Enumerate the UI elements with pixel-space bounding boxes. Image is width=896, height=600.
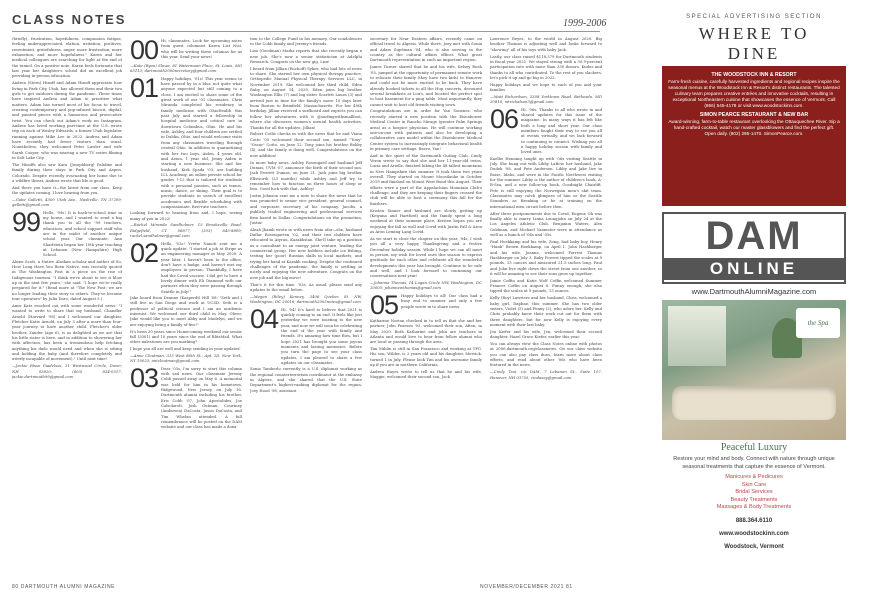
column-2	[130, 36, 242, 576]
column-3	[250, 36, 362, 576]
class-year-block	[130, 36, 242, 65]
paragraph: (briefly), frustration, hopefulness, compassion fatigue, feeling underappreciated, elation, irritation, positives, resentment, gratefulness, anger, more frustration, more exhaustion, and more hopefulness." Karen and her medical colleagues are searching for light at the end of the tunnel. On a positive note, Karen feels fortunate that last year her daughter's school did an excellent job providing in-person education.	[12, 36, 122, 79]
spa-services-list: Manicures & Pedicures Skin Care Bridal Services Beauty Treatments Massages & Body Treatments	[716, 474, 792, 510]
paragraph: Dear '03s, I'm sorry to start this column with sad news. Our classmate Jeremy Cobb passed away on May 6. A memorial was held for him in his hometown, Ridgewood, New Jersey, on July 16. Dartmouth alumni including his brother, Eric Cobb '07, John Apostolides, Joe Calsolaroli, Josh Gutman, Courtney (Anderson) DaCosta, Jason DaCosta, and Tim Whelan attended. A full remembrance will be posted on the DAM website and our class has made a dona-	[161, 365, 242, 430]
paragraph: Lisa (Goodman) Marks reports that she recently began a new job. She's now a senior statistician at Adelphi Research. Congrats on the new gig, Lisa!	[250, 48, 362, 64]
class-year-block	[490, 103, 602, 155]
class-year-number: 01	[130, 72, 159, 103]
paragraph: Andrea (Stern) Hinoff and Adam Hinoff appreciate how living in Park City, Utah, has allowed them and their two girls to get outdoors during the pandemic. These times have inspired Andrea and Adam to prioritize what matters. Adam has turned most of his focus to travel, creating contemporary and pop-infused biscuit, digital, and painted pieces with a humorous and provocative twist. You can check out Adam's work on Instagram. Andrea has loved working part-time at the U.S. wrote trip on each of Wesley Edwards, a former Utah legislator running against Mike Lee in 2022. Andrea and Adam have recently had fewer visitors than usual. Nonetheless, they welcomed Peter Lawler and wife Sarah Cooper, who was nearing a new TV series filming in Salt Lake City.	[12, 80, 122, 161]
ad-title-line: WHERE TO	[698, 24, 810, 43]
column-4	[370, 36, 482, 576]
class-year-block	[130, 237, 242, 294]
signature: —Cindy Tsai, c/o DAM, 7 Lebanon St., Suite 107, Hanover, NH 03755; cindasay@gmail.com	[490, 369, 602, 380]
paragraph: That's it for this time. '03s. As usual, please send any updates to the email below.	[250, 281, 362, 292]
spa-window-shape	[668, 306, 726, 366]
paragraph: Kelly (Roy) Lawriere and her husband, Chris, welcomed a baby girl, Daphne, this summer. She has two older sisters, Violet (5) and Penny (2), who adore her. Kelly and Chris probably knew their work cut out for them with three daughters, but for now Kelly is enjoying every moment with their last baby.	[490, 295, 602, 328]
signature: —Megan (Riley) Kenney, 3406 Quebec St. NW, Washington, DC 20016; dartmouth2003notes@gmail.com	[250, 293, 362, 305]
paragraph: As we start to close the chapter on this year, '04s, I wish you all a very happy Thanksgiving and a festive December holiday season. While I hope we can all meet in person, my wish for loved ones this season to express gratitude for each other and celebrate all the wonderful developments this year has brought. Continue to be safe and well, and I look forward to continuing our conversations next year!	[370, 235, 482, 279]
class-years: 1999-2006	[563, 18, 607, 29]
paragraph: Kaelhe Henning taught up with '06s visiting Seattle in July. She hung out with Libby LaBow, her husband, Jake Dudek '08, and Pete Anderson. Libby and Jake live in Boise, Idaho, and were in the Pacific Northwest visiting for the summer. Libby is the author of children's book, A-B-Sea, and a new follow-up book, Goodnight Chairlift. Pete is still enjoying the Norwegian men's skit team. Classmates may catch glimpses of him or the Seattle Sounders as Breaking or be at training on the international men circuit before then.	[490, 155, 602, 209]
restaurant-ad-box	[662, 66, 846, 206]
paragraph: secretary for Near Eastern affairs, recently came on official travel to Algeria. While there, Joey met with Sonia and Adam Sigelman '04, who is also serving in the country as the cultural affairs officer. What great Dartmouth representation in such an important region.	[370, 36, 482, 63]
paragraph: In more baby news, Ashley Rosengard and husband Jeff Dumas, UVM '07, announce the birth of their second son, Jack Everett Dumas, on June 21. Jack joins big brother Ellsworth (23 months) while Ashley and Jeff try to remember how to function on three hours of sleep or less. Good luck with that, Ashley!	[250, 159, 362, 192]
class-year-number: 03	[130, 362, 159, 393]
signature: —Matt Richardson, 5308 Yorktown Road, Bethesda, MD 20816; mtrichalson3@gmail.com	[490, 93, 602, 105]
paragraph: Happy holidays, '01s! This year seems to have passed by in a blur, not quite what anyone expected but still coming to a close. I am excited to share some of the great work of our '01 classmates. Chris Miranda completed his residency in family medicine with OhioHealth this past July and started a fellowship in hospital medicine and critical care in downtown Columbus, Ohio. He and his wife, Ashley, and four children are settled in Dublin, Ohio, and would welcome visits from any classmates traveling through central Ohio. In addition to quarantining with her two boys, Aiden, 4 years old, and Aston, 1 year old, Jenny Aiden is starting a new business. She and her husband, Kirk Spada '03, are building ICL Academy, an online private school for grades 7-12 that is tailored for students with a personal passion, such as tennis, music, dance, or skiing. Their goal is to provide students in search of excellent academics and flexible scheduling with compassionate, first-rate teachers.	[161, 75, 242, 209]
ad-text: Award-winning, farm-to-table restaurant overlooking the Ottauquechee River. Sip a hand-crafted cocktail, watch our master glassblowers and find the perfect gift. Open daily. (802) 295-1470. SimonPearce.com.	[668, 119, 840, 136]
class-year-number: 06	[490, 103, 519, 134]
ad-heading: THE WOODSTOCK INN & RESORT	[711, 72, 797, 78]
class-year-number: 04	[250, 303, 279, 334]
spa-phone: 888.364.6110	[735, 517, 773, 524]
paragraph: Andrea Hayes wrote to tell us that he and his wife, Maggie, welcomed their second son, Jack	[370, 368, 482, 380]
spa-ad-text: Restore your mind and body. Connect with nature through unique seasonal treatments that capture the essence of Vermont.	[673, 456, 835, 470]
paragraph: Jen Kiefer and his wife, Jen, welcomed their second daughter, Hazel Grace Kiefer, earlier this year.	[490, 328, 602, 340]
paragraph: Katharine Norton checked in to tell us that she and her partner, John Pearson '03, welcomed their son, Afton, in May 2020. Both Katharine and John are teachers in Atlanta and would love to hear from fellow alumni who are local or passing through the area.	[370, 317, 482, 345]
class-year-block	[130, 362, 242, 430]
column-1	[12, 36, 122, 576]
paragraph: I heard from Jillian (Rochoff) Sykes, who had lots of news to share. She started her own physical therapy practice, Orthopedic Manual Physical Therapy Services LLC, in November 2019. She welcomed her third child, Eden Ruby, on August 14, 2020. Eden joins big brother Washington Ellis (7) and big sister Scarlett Laura (3) and arrived just in time for the family's move 10 days later from Boston to Brimfield, Massachusetts. For her 40th birthday, Jillian received a surfboard and expects you can follow her adventures with it @surfingwithsmallfoot, where she discusses women's mental health activities. Thanks for all the updates, Jillian!	[250, 65, 362, 130]
spa-tub-shape	[672, 386, 836, 420]
paragraph: Happy holidays to all! Our class had a busy end to summer and only a few people wrote in to share news.	[401, 292, 482, 309]
ad-title-line: DINE	[727, 44, 781, 63]
paragraph: Amir Katz reached out with some wonderful news: "I wanted to write to share that my husband, Chandler Arnold (Harvard '98) and I welcomed our daughter, Fletcher Katie Arnold, on July 3 after a more than four-year journey to have another child. Fletcher's older brother, Zander (age 6), is as delighted as we are that his little sister is here, and in addition to showering her with affection, has been a tremendous help fetching anything his dads would need and when she is sitting and holding the baby (and therefore completely and utterly incapable of movement)." Until next time!	[12, 303, 122, 362]
dam-logo-subtext: ONLINE	[664, 258, 844, 280]
paragraph: Justin Johnson sent me a note to share the news that he was promoted to senior vice president, general counsel, and corporate secretary of his company, Jacobs, a publicly traded engineering and professional services firm based in Dallas. Congratulations on the promotion, Justin!	[250, 193, 362, 225]
paragraph: Aleah Jhamb wrote in with news from afar—she, husband Daflar Rosengarten '02, and their two children have relocated to Atyrau, Kazakhstan. She'll take up a position as a consultant to an energy joint venture, leading the commercial group. Her new hobbies include ice fishing, testing her (poor) Russian skills in local markets, and trying her hand at Kazakh cooking. Despite the continued challenges of the pandemic, the family is settling in nicely and enjoying the new adventure. Congrats on the new job and the big move!	[250, 226, 362, 280]
class-year-block	[370, 289, 482, 320]
ad-heading: SIMON PEARCE RESTAURANT & NEW BAR	[699, 112, 809, 118]
ad-text: Farm-fresh cuisine, carefully harvested ingredients and regional recipes inspire the seasonal menus at the Woodstock Inn & Resort's distinct restaurants. The talented culinary team prepares creative entrées and innovative cocktails, resulting in exceptional Northeastern cuisine that showcases the essence of Vermont. Call (866) 545-4178 or visit www.woodstockinn.com.	[668, 79, 840, 108]
paragraph: I hope you all are well and keep sending in your updates!	[130, 346, 241, 352]
class-year-number: 99	[12, 206, 41, 237]
column-5	[490, 36, 602, 576]
spa-photo	[662, 300, 846, 440]
paragraph: Lawrence Reyes, to the world in August 2020. Big brother Thomas is adjusting well and looks forward to "showing" all of his toys with baby Jack.	[490, 36, 602, 52]
paragraph: Jake heard from Deanne (Kasperdt) Hill '08: "Seth and I still live in San Diego and work at UCSD. Seth is a professor of political science and I am an academic internist. We welcomed our third child in May. Oliver, Jake would like you to meet Abby and Madelyn, and we are enjoying being a family of five!"	[130, 294, 242, 327]
paragraph: Happy holidays and we hope to each of you and your families.	[490, 81, 602, 93]
class-year-block	[250, 303, 362, 366]
class-year-number: 00	[130, 36, 159, 65]
signature: —Jackie Risso Giadelsos, 21 Westwood Circle, Dover, NH 03820; (603) 834-0517; jackie.dartmouth99@gmail.com	[12, 363, 122, 379]
paragraph: James Turner shared that he and his wife, Kelsey Rush '05, jumped at the opportunity of permanent remote work to relocate their family (they have two kids) to Hanover and could not be more excited to be back. They have already booked tickets to all the Hop concerts, devoured several breakfasts at Lou's, and located the perfect spot to host basement for a ping table. Most importantly, they cannot wait to host old friends visiting town.	[370, 64, 482, 107]
signature: —Anne Cloutman, 315 West 86th St., Apt. 2D, New York, NY 10025; antcloutman@gmail.com	[130, 352, 242, 364]
spa-location: Woodstock, Vermont	[724, 543, 784, 550]
paragraph: Jamie Coffin and Katie Wolf Coffin welcomed Summer Frances Coffin on August 6. Funny enough, she also tipped the scales at 9 pounds, 13 ounces.	[490, 277, 602, 294]
spa-ad-caption	[662, 442, 846, 551]
paragraph: Hi, '06s. Thanks to all who wrote in and shared updates for this issue of the magazine. In many ways it has felt like both a long and short year. Our class members fought their way to see you all at events virtually, and we look forward to continuing to connect. Wishing you all a happy holiday season with family and loved ones.	[521, 106, 602, 155]
class-year-block	[130, 72, 242, 210]
paragraph: Hi, classmates. Look for upcoming notes from guest columnist Karen List Nisi, who will be writing these columns for us this year. Send your news!	[161, 38, 242, 60]
paragraph: And there you have it—the latest from our class. Keep the updates coming. I love hearing from you.	[12, 184, 122, 196]
paragraph: Hi, '04! It's hard to believe that 2021 is quickly coming to an end. It feels like just yesterday we were toasting to the new year, and now we will soon be celebrating the end of the year with family and friends. It's amazing how time flies, but I hope 2021 has brought you some joyous moments and lasting memories. Before you turn the page to see your class updates, I am pleased to share a few updates on our classmates.	[281, 306, 362, 365]
spa-logo-badge: the Spa	[796, 308, 840, 338]
spa-ad-title: Peaceful Luxury	[720, 442, 788, 453]
paragraph: It's been 20 years since Homecoming weekend our senior fall (2001) and 10 years since the end of BlitzMail. What other milestones are you marking?	[130, 328, 242, 345]
dam-url-link[interactable]: www.DartmouthAlumniMagazine.com	[691, 287, 817, 296]
paragraph: Hello, '02s! Yvette Nanoti sent me a quick update: "I started a job at Stripe as an engineering manager in May 2020. A year later, I haven't been to the office, don't have a badge, and haven't met my employees in person. Thankfully, I have had the Covid vaccine. I did get to have a lovely dinner with Eli Diamond with our partners when they were passing through Seattle in July!"	[161, 240, 242, 294]
paragraph: After three postponements due to Covid, Eugene Oh was finally able to marry Linna Loungjohn on July 24 at the Los Angeles Athletic Club. Benjamin Waters, Alex Goldman, and Michael Vanmeter were in attendance as well as a bunch of '04s and '05s.	[490, 210, 602, 238]
paragraph: The Hinoffs also saw Kara (Josephberg) Palidine and family during their stays in Park City and Aspen, Colorado. Despite recently evacuating her home due to a wildfire threat, Andrea wrote that life is good.	[12, 161, 122, 183]
class-year-number: 05	[370, 289, 399, 320]
spa-url-link[interactable]: www.woodstockinn.com	[719, 530, 789, 537]
signature: —Kate (Ryan) Slowe, 81 Watermann Place, St. Louis, MO 63113; dartmouth2000secretary@gmail.com	[130, 63, 242, 74]
paragraph: tion to the College Fund in his memory. Our condolences to the Cobb family and Jeremy's friends.	[250, 36, 362, 47]
paragraph: Alexis Scott, a Native Alaskan scholar and author of So, How Long Have You Been Native, was recently quoted in The Washington Post in a piece on the rise of Indigenous tourism. "I think we're about to see it blow up in the next few years," she said. "I hope we're really prepared for it." (Read more at "The New Post: we are no longer leading their story to others. They've become tour operators" by Julia Daro, dated August 5.)	[12, 258, 122, 302]
signature: —Johanna Thomas, 14 Logan Circle NW, Washington, DC 20005; johannewthomas@gmail.com	[370, 280, 482, 291]
signature: —Gabe Galletti, 4500 Utah Ave., Nashville, TN 37209; galletti@gmail.com	[12, 196, 122, 208]
paragraph: And in the spirit of the Dartmouth Outing Club, Cindy Veron wrote to say that she and her 11-year-old twins, Lucia and Arielle, finished hiking the 48 tallest mountains in New Hampshire this summer. It took them two years overall. They started on Mount Moosilauke in October 2019 and finished on Mount West Bond this August. Their efforts were a part of the Appalachian Mountain Club's challenge, and they are keeping their fingers crossed the club will be able to host a ceremony this fall for the finishers.	[370, 152, 482, 206]
dam-online-logo[interactable]	[662, 212, 846, 284]
paragraph: You can always view the Class Notes online with photos at 2006.dartmouth.org/classnotes. On our class website you can also pay class dues, learn more about class efforts, and read about other '06s who have been featured in the news.	[490, 341, 602, 368]
paragraph: Paul Hoekkamp and his wife, Zeng, had baby boy, Henry "Hank" Brown Hoekkamp, on April 1. John Hashbarger and his wife, Jeanne, welcomed Forrest Thomas Hashbarger on July 3. Baby Forrest tipped the scales at 9 pounds, 13 ounces and measured 21.5 inches long. Paul and John live right down the street from one another, so it will be amazing to see their sons grow up together.	[490, 238, 602, 276]
header-rule	[12, 31, 600, 32]
dam-logo-text: DAM	[705, 214, 803, 258]
footer-left: 80 DARTMOUTH ALUMNI MAGAZINE	[12, 584, 116, 590]
paragraph: Lastly, our class raised $118,379 for Dartmouth students in fiscal year 2021. We stayed strong with a 30.9-percent participation rate with more than 330 donors. Kudos and thanks to all who contributed. To the rest of you slackers, let's pick it up and go big in 2022.	[490, 53, 602, 80]
class-year-block	[12, 206, 122, 258]
paragraph: Tim Mihlin is still in San Francisco and working at TPG. His son, Wilder, is 2 years old and his daughter, Merrick, turned 1 in July. Please look Tim and his awesome family up if you are in northern California.	[370, 346, 482, 368]
paragraph: Looking forward to hearing from and, I hope, seeing many of you in 2022!	[130, 210, 242, 221]
section-title: CLASS NOTES	[12, 12, 127, 27]
footer-right: NOVEMBER/DECEMBER 2021 81	[480, 584, 573, 590]
signature: —Rachel Miranda Sandholmer, 15 Brooksville Road, Ridgefield, CT 06877; (203) 645-8809; rachel.sandholmer@gmail.com	[130, 222, 242, 239]
paragraph: Congratulations are in order for Yan Sonenez, who recently started a new position with the Eisenhower Medical Center in Rancho Mirage (greater Palm Springs area) as a hospice physician. He will continue working one-on-one with patients and also be developing a collaborative care model within the Eisenhower Medical Center system to increasingly integrate behavioral health in primary care settings. Bravo, Yan!	[370, 108, 482, 151]
ad-section-label: SPECIAL ADVERTISING SECTION	[686, 14, 822, 20]
paragraph: Robert Cotlis checks in with the news that he and Viana Cotto '05 welcomed their second son, named "Tony" "Oscar" Cotto, on June 12. Tony joins his brother Bobby (4), and the family is doing well. Congratulations on the new addition!	[250, 131, 362, 158]
ad-sidebar	[612, 0, 896, 600]
paragraph: Kristen Sinner and husband are slowly getting up (Keiyana and Hartford) and the family spent a long weekend at their summer place. Kristen hopes you are enjoying the fall as well and Covid with Justin Fall & Aron as Aron Leming Lang Covid.	[370, 207, 482, 235]
class-year-number: 02	[130, 237, 159, 268]
ad-section-title	[612, 24, 896, 64]
paragraph: Sonia Tamberlo currently is a U.S. diplomat working as the regional counterterrorism coordinator at the embassy in Algiers, and she shared that the U.S. State Department's highest-ranking diplomat for the region, Joey Hood '98, assistant	[250, 366, 362, 393]
paragraph: Hello, '99s! It is back-to-school time in my house, and I wanted to send a big thank you to all the '99 teachers, educators, and school support staff who are in the midst of another unique school year. Our classmate, Ann Sharfstein began her 10th year teaching at Lebanon (New Hampshire) High School.	[43, 209, 122, 258]
